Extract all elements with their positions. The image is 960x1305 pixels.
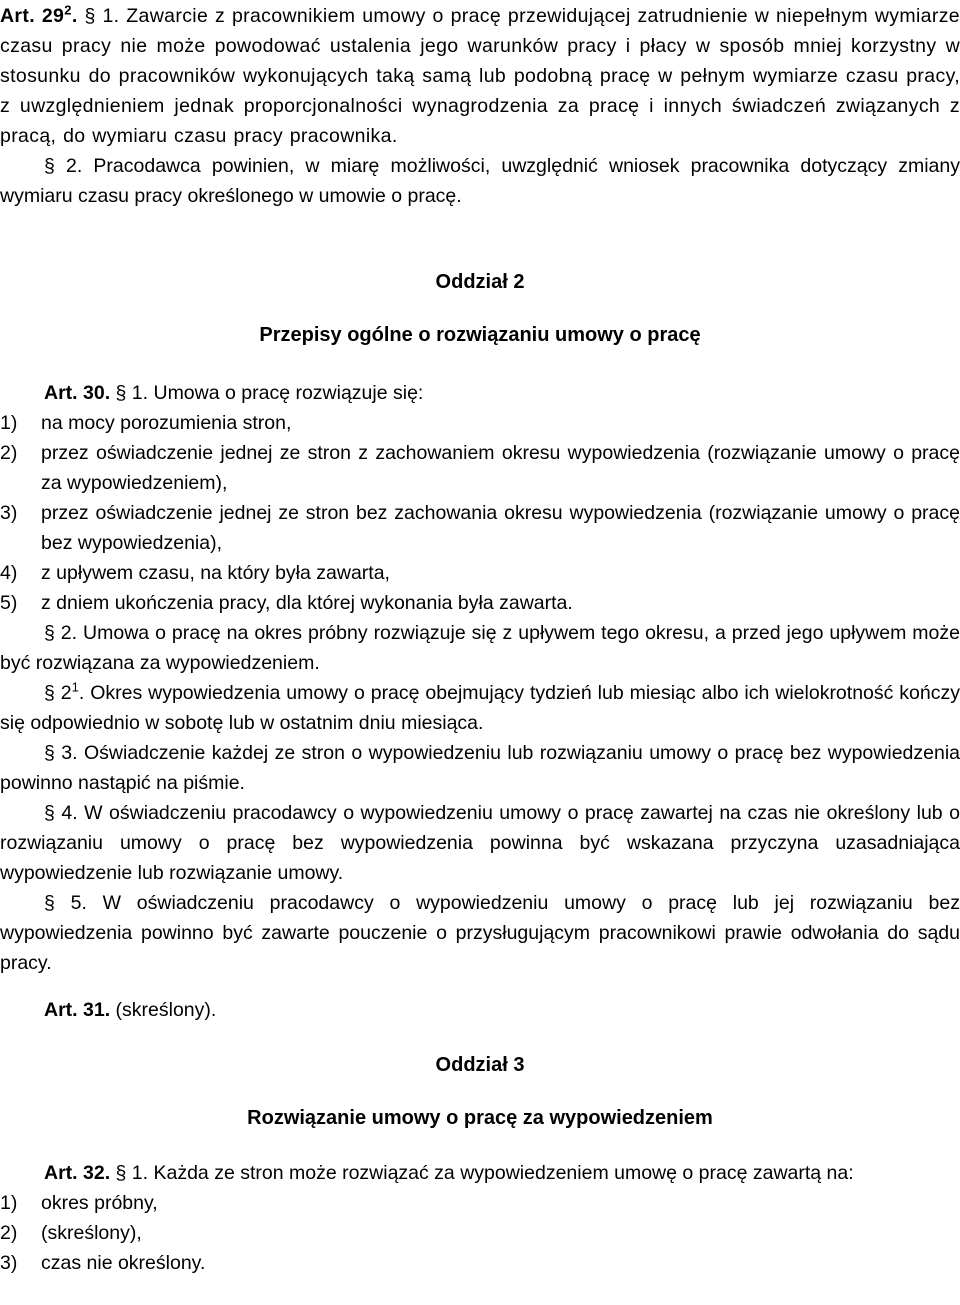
article-31	[0, 995, 960, 1025]
art29-par2	[0, 151, 960, 211]
article-label: Art. 30.	[44, 382, 111, 404]
paragraph-text: Zawarcie z pracownikiem umowy o pracę przewidującej zatrudnienie w niepełnym wymiarze czasu pracy nie może powodować ustalenia jego warunków pracy i płacy w sposób mniej korzystny w stosunku do pracowników wykonujących taką samą lub podobną pracę w pełnym wymiarze czasu pracy, z uwzględnieniem jednak proporcjonalności wynagrodzenia za pracę i innych świadczeń związanych z pracą, do wymiaru czasu pracy pracownika.	[0, 5, 960, 147]
list-number: 5)	[0, 592, 18, 614]
list-text: czas nie określony.	[41, 1252, 206, 1274]
article-label: Art. 32.	[44, 1162, 111, 1184]
section-number: Oddział 2	[435, 271, 525, 293]
list-item	[0, 438, 960, 498]
list-item	[0, 558, 960, 588]
list-number: 2)	[0, 1222, 18, 1244]
list-text: (skreślony),	[41, 1222, 142, 1244]
list-number: 2)	[0, 442, 18, 464]
paragraph-mark: § $2^1$.	[44, 679, 85, 704]
article-29-2	[0, 1, 960, 211]
paragraph-text: W oświadczeniu pracodawcy o wypowiedzeniu umowy o pracę zawartej na czas nie określony lub o rozwiązaniu umowy o pracę bez wypowiedzenia powinna być wskazana przyczyna uzasadniająca wypowiedzenie lub rozwiązanie umowy.	[0, 802, 960, 884]
list-text: na mocy porozumienia stron,	[41, 412, 292, 434]
section-title: Przepisy ogólne o rozwiązaniu umowy o pracę	[259, 324, 701, 346]
list-item	[0, 588, 960, 618]
paragraph-text: Pracodawca powinien, w miarę możliwości, uwzględnić wniosek pracownika dotyczący zmiany wymiaru czasu pracy określonego w umowie o pracę.	[0, 155, 960, 207]
list-item	[0, 408, 960, 438]
list-item	[0, 1218, 960, 1248]
art29-par1	[0, 1, 960, 151]
paragraph-mark: § 5.	[44, 892, 87, 914]
list-text: z upływem czasu, na który była zawarta,	[41, 562, 390, 584]
paragraph-mark: § 3.	[44, 742, 78, 764]
paragraph-text: Każda ze stron może rozwiązać za wypowiedzeniem umowę o pracę zawartą na:	[153, 1162, 854, 1184]
paragraph-text: Okres wypowiedzenia umowy o pracę obejmujący tydzień lub miesiąc albo ich wielokrotność kończy się odpowiednio w sobotę lub w ostatnim dniu miesiąca.	[0, 682, 960, 734]
paragraph-mark: § 1.	[115, 382, 149, 404]
paragraph-text: Umowa o pracę na okres próbny rozwiązuje się z upływem tego okresu, a przed jego upływem może być rozwiązana za wypowiedzeniem.	[0, 622, 960, 674]
list-item	[0, 1188, 960, 1218]
art30-par2	[0, 618, 960, 678]
list-text: z dniem ukończenia pracy, dla której wykonania była zawarta.	[41, 592, 573, 614]
art30-par4	[0, 798, 960, 888]
section-title: Rozwiązanie umowy o pracę za wypowiedzeniem	[247, 1107, 713, 1129]
paragraph-mark: § 1.	[84, 5, 120, 27]
paragraph-text: W oświadczeniu pracodawcy o wypowiedzeniu umowy o pracę lub jej rozwiązaniu bez wypowiedzenia powinno być zawarte pouczenie o przysługującym pracownikowi prawie odwołania do sądu pracy.	[0, 892, 960, 974]
list-number: 3)	[0, 1252, 18, 1274]
paragraph-mark: § 2.	[44, 155, 83, 177]
list-item	[0, 498, 960, 558]
paragraph-mark: § 4.	[44, 802, 78, 824]
art32-par1	[0, 1158, 960, 1188]
article-label: Art. 31.	[44, 999, 111, 1021]
list-item	[0, 1248, 960, 1278]
section-number: Oddział 3	[435, 1054, 525, 1076]
list-text: przez oświadczenie jednej ze stron z zachowaniem okresu wypowiedzenia (rozwiązanie umowy o pracę za wypowiedzeniem),	[41, 442, 960, 494]
art30-par2-1	[0, 678, 960, 738]
list-text: przez oświadczenie jednej ze stron bez zachowania okresu wypowiedzenia (rozwiązanie umowy o pracę bez wypowiedzenia),	[41, 502, 960, 554]
paragraph-mark: § 1.	[115, 1162, 149, 1184]
paragraph-text: Oświadczenie każdej ze stron o wypowiedzeniu lub rozwiązaniu umowy o pracę bez wypowiedzenia powinno nastąpić na piśmie.	[0, 742, 960, 794]
art32-list	[0, 1188, 960, 1278]
list-number: 3)	[0, 502, 18, 524]
paragraph-text: (skreślony).	[115, 999, 217, 1021]
article-32	[0, 1158, 960, 1278]
art30-par3	[0, 738, 960, 798]
list-number: 4)	[0, 562, 18, 584]
art30-par5	[0, 888, 960, 978]
art30-list	[0, 408, 960, 618]
list-text: okres próbny,	[41, 1192, 158, 1214]
article-30	[0, 378, 960, 978]
paragraph-mark: § 2.	[44, 622, 78, 644]
art30-par1	[0, 378, 960, 408]
list-number: 1)	[0, 412, 18, 434]
paragraph-text: Umowa o pracę rozwiązuje się:	[153, 382, 424, 404]
list-number: 1)	[0, 1192, 18, 1214]
article-label: Art. $29^2$.	[0, 2, 78, 27]
art31-par	[0, 995, 960, 1025]
